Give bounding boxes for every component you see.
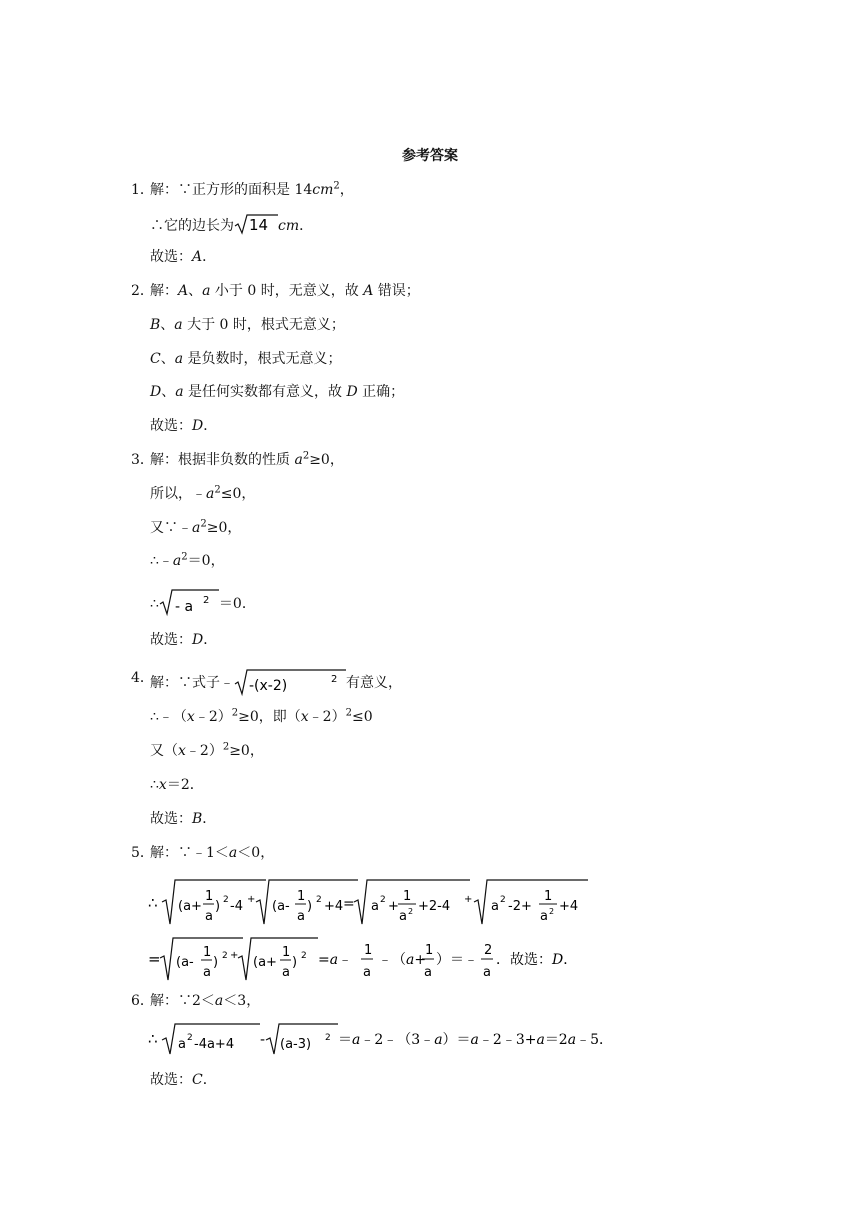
q3-line1: 解：根据非负数的性质 $a^2\ge 0$， <box>150 450 344 468</box>
svg-text:- a: - a <box>174 599 194 615</box>
svg-text:a: a <box>178 1037 186 1052</box>
svg-text:+: + <box>464 894 473 905</box>
svg-text:a: a <box>491 899 499 914</box>
q5-number: 5． <box>131 845 154 861</box>
svg-text:): ) <box>292 955 298 970</box>
svg-text:∴: ∴ <box>148 1030 158 1048</box>
svg-text:+: + <box>230 950 239 961</box>
svg-text:-4a+4: -4a+4 <box>194 1037 235 1052</box>
q2-line2: B、a 大于 0 时，根式无意义； <box>150 317 345 333</box>
svg-text:(a-: (a- <box>272 899 290 914</box>
svg-text:=: = <box>343 896 355 912</box>
svg-text:2: 2 <box>380 895 386 905</box>
svg-text:﹣（a+: ﹣（a+ <box>378 952 427 968</box>
svg-text:）＝﹣: ）＝﹣ <box>436 952 478 968</box>
svg-text:2: 2 <box>301 951 307 961</box>
svg-text:1: 1 <box>544 889 553 904</box>
svg-text:2: 2 <box>187 1033 193 1043</box>
q5-line1: 解：∵﹣1＜a＜0， <box>150 845 275 861</box>
svg-text:): ) <box>213 955 219 970</box>
svg-text:a: a <box>363 965 371 980</box>
svg-text:a: a <box>371 899 379 914</box>
q2-number: 2． <box>131 283 154 299</box>
svg-text:+: + <box>247 894 256 905</box>
svg-text:=a﹣: =a﹣ <box>318 952 353 968</box>
q2-line1: 解：A、a 小于 0 时，无意义，故 A 错误； <box>150 283 420 299</box>
svg-text:(a+: (a+ <box>253 955 277 970</box>
svg-text:1: 1 <box>282 945 291 960</box>
q2-line5: 故选：D． <box>150 418 218 434</box>
q3-number: 3． <box>131 452 154 468</box>
svg-text:2: 2 <box>549 907 555 916</box>
q5-formula-1 <box>148 876 598 928</box>
q4-number: 4． <box>131 670 154 686</box>
svg-text:1: 1 <box>425 943 434 958</box>
svg-text:2: 2 <box>223 895 229 905</box>
q3-line6: 故选：D． <box>150 632 218 648</box>
q6-line3: 故选：C． <box>150 1072 217 1088</box>
svg-text:1: 1 <box>203 945 212 960</box>
svg-text:+4: +4 <box>559 899 579 914</box>
svg-text:2: 2 <box>202 595 210 606</box>
q2-line3: C、a 是负数时，根式无意义； <box>150 351 342 367</box>
q6-formula <box>148 1022 614 1058</box>
svg-text:2: 2 <box>222 951 228 961</box>
page-title: 参考答案 <box>402 148 458 164</box>
q4-line1: 解：∵式子﹣ -(x-2) 2 有意义， <box>150 668 402 696</box>
q2-line4: D、a 是任何实数都有意义，故 D 正确； <box>150 384 405 400</box>
svg-text:): ) <box>307 899 313 914</box>
svg-text:(a-3): (a-3) <box>280 1037 312 1052</box>
svg-text:=: = <box>148 950 161 968</box>
svg-text:14: 14 <box>249 216 269 234</box>
q4-line3: 又（x﹣2）$^2$≥0， <box>150 741 264 759</box>
q5-formula-2 <box>148 936 588 984</box>
svg-text:2: 2 <box>325 1033 331 1043</box>
q4-line4: ∴x＝2． <box>150 777 204 793</box>
q3-line4: $\therefore﹣a^2=0$， <box>150 551 225 569</box>
q4-line5: 故选：B． <box>150 811 217 827</box>
sqrt-neg-x-minus-2-squared <box>234 668 346 696</box>
svg-text:-: - <box>260 1032 266 1048</box>
svg-text:1: 1 <box>205 889 214 904</box>
q3-line3: 又$\because﹣a^2\ge 0$， <box>150 518 242 536</box>
svg-text:a: a <box>399 909 407 924</box>
svg-text:+2-4: +2-4 <box>418 899 451 914</box>
svg-text:2: 2 <box>408 907 414 916</box>
q1-line3: 故选：A． <box>150 249 217 265</box>
svg-text:1: 1 <box>364 943 373 958</box>
svg-text:2: 2 <box>500 895 506 905</box>
svg-text:): ) <box>215 899 221 914</box>
svg-text:a: a <box>540 909 548 924</box>
svg-text:．故选：D．: ．故选：D． <box>496 952 578 968</box>
svg-text:＝a﹣2﹣（3﹣a）＝a﹣2﹣3+a＝2a﹣5．: ＝a﹣2﹣（3﹣a）＝a﹣2﹣3+a＝2a﹣5． <box>338 1032 614 1048</box>
svg-text:a: a <box>483 965 491 980</box>
svg-text:2: 2 <box>484 943 493 958</box>
svg-text:a: a <box>282 965 290 980</box>
svg-text:+4: +4 <box>324 899 344 914</box>
svg-text:(a+: (a+ <box>178 899 202 914</box>
svg-text:(a-: (a- <box>176 955 194 970</box>
q1-line2: ∴它的边长为 14 cm． <box>150 213 313 236</box>
q4-line2: ∴﹣（x﹣2）$^2$≥0，即（x﹣2）$^2$≤0 <box>150 707 373 725</box>
svg-text:-4: -4 <box>230 899 243 914</box>
svg-text:1: 1 <box>297 889 306 904</box>
svg-text:a: a <box>203 965 211 980</box>
svg-text:1: 1 <box>403 889 412 904</box>
svg-text:2: 2 <box>316 895 322 905</box>
sqrt-14 <box>234 213 278 235</box>
q1-line1: 解：∵正方形的面积是 $14cm^2$， <box>150 180 354 198</box>
q6-number: 6． <box>131 993 154 1009</box>
svg-text:a: a <box>205 909 213 924</box>
q3-line2: 所以，$﹣a^2\le 0$， <box>150 484 256 502</box>
q1-number: 1． <box>131 182 154 198</box>
q6-line1: 解：∵2＜a＜3， <box>150 993 261 1009</box>
svg-text:-2+: -2+ <box>508 899 532 914</box>
svg-text:∴: ∴ <box>148 894 158 912</box>
svg-text:a: a <box>424 965 432 980</box>
sqrt-neg-a-squared <box>159 588 219 616</box>
svg-text:+: + <box>388 899 399 914</box>
svg-text:2: 2 <box>331 674 338 685</box>
q3-line5: ∴ - a 2 ＝0． <box>150 588 256 616</box>
svg-text:a: a <box>297 909 305 924</box>
svg-text:-(x-2): -(x-2) <box>249 678 288 694</box>
